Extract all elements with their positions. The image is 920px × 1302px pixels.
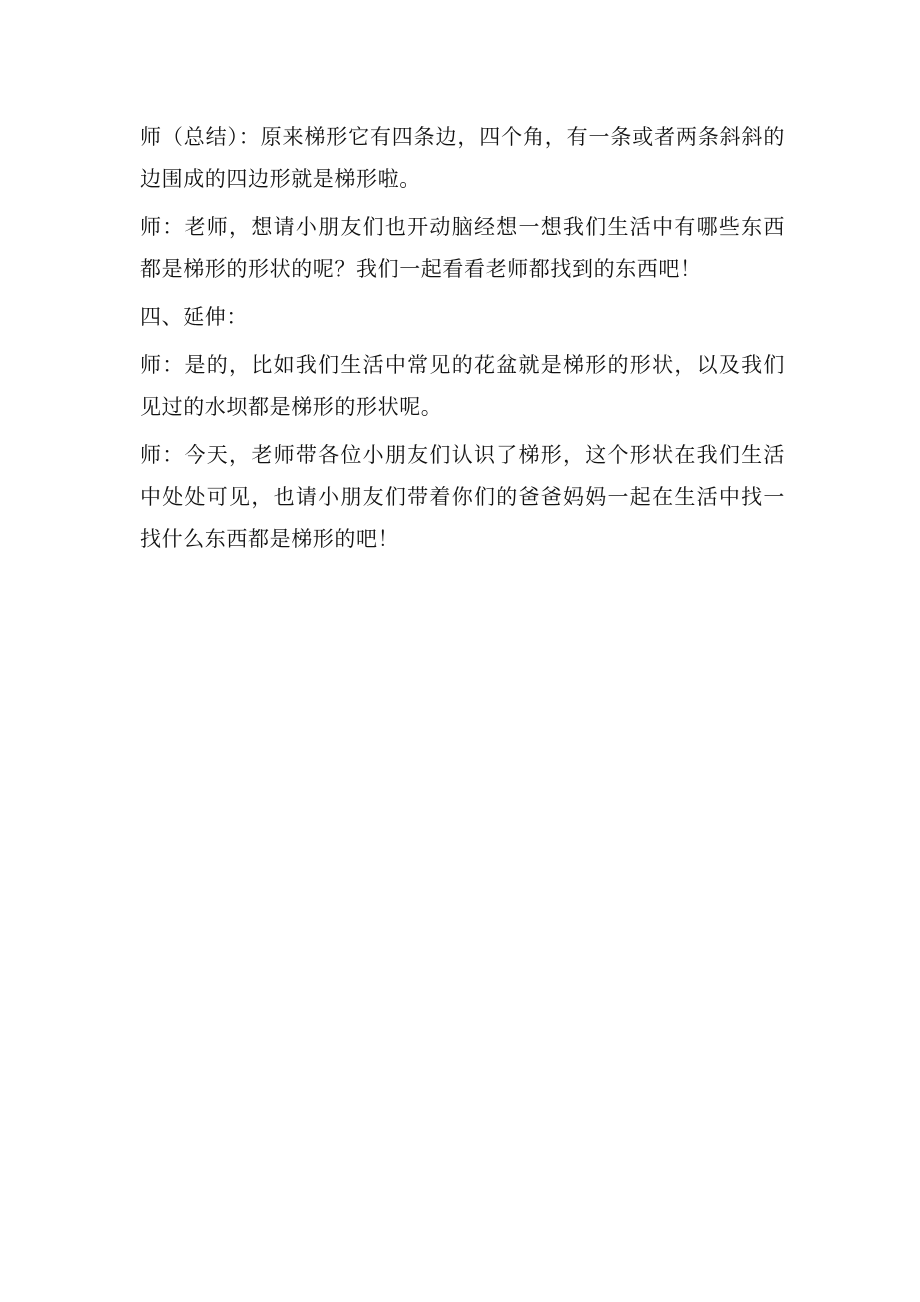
paragraph-question: 师：老师，想请小朋友们也开动脑经想一想我们生活中有哪些东西都是梯形的形状的呢？我们一起看看老师都找到的东西吧！ — [140, 215, 785, 281]
paragraph-examples: 师：是的，比如我们生活中常见的花盆就是梯形的形状，以及我们见过的水坝都是梯形的形状呢。 — [140, 353, 785, 419]
document-body — [140, 116, 785, 566]
paragraph-closing: 师：今天，老师带各位小朋友们认识了梯形，这个形状在我们生活中处处可见，也请小朋友们带着你们的爸爸妈妈一起在生活中找一找什么东西都是梯形的吧！ — [140, 443, 785, 551]
paragraph-summary: 师（总结）：原来梯形它有四条边，四个角，有一条或者两条斜斜的边围成的四边形就是梯形啦。 — [140, 125, 785, 191]
section-heading-extension: 四、延伸： — [140, 305, 248, 329]
